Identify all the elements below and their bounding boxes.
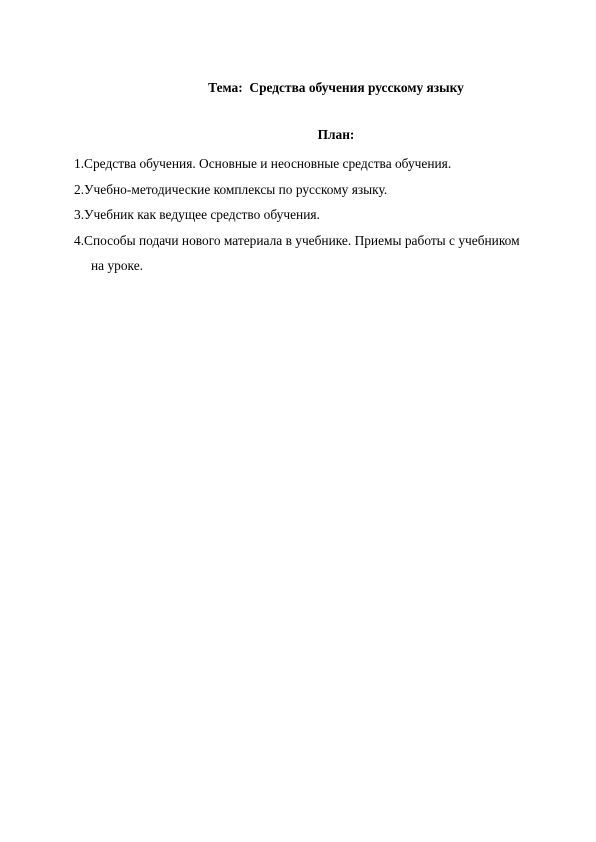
- plan-item-text: Средства обучения. Основные и неосновные средства обучения.: [84, 156, 452, 171]
- plan-item: [74, 177, 552, 203]
- plan-item: [74, 228, 552, 254]
- plan-item: [74, 202, 552, 228]
- plan-item-number: 4.: [74, 232, 85, 248]
- plan-item-number: 3.: [74, 207, 85, 222]
- document-title: Тема: Средства обучения русскому языку: [208, 80, 464, 95]
- plan-item-continuation-text: на уроке.: [91, 258, 144, 273]
- plan-item: [74, 151, 552, 177]
- plan-list: [74, 151, 552, 279]
- plan-item-text: Учебник как ведущее средство обучения.: [84, 207, 320, 222]
- plan-item-text: Способы подачи нового материала в учебнике. Приемы работы с учебником: [84, 232, 520, 248]
- plan-item-text: Учебно-методические комплексы по русскому языку.: [84, 181, 388, 197]
- plan-heading: План:: [317, 127, 355, 142]
- plan-item-number: 2.: [74, 181, 85, 197]
- plan-item-continuation: [74, 253, 552, 279]
- plan-item-number: 1.: [74, 156, 85, 171]
